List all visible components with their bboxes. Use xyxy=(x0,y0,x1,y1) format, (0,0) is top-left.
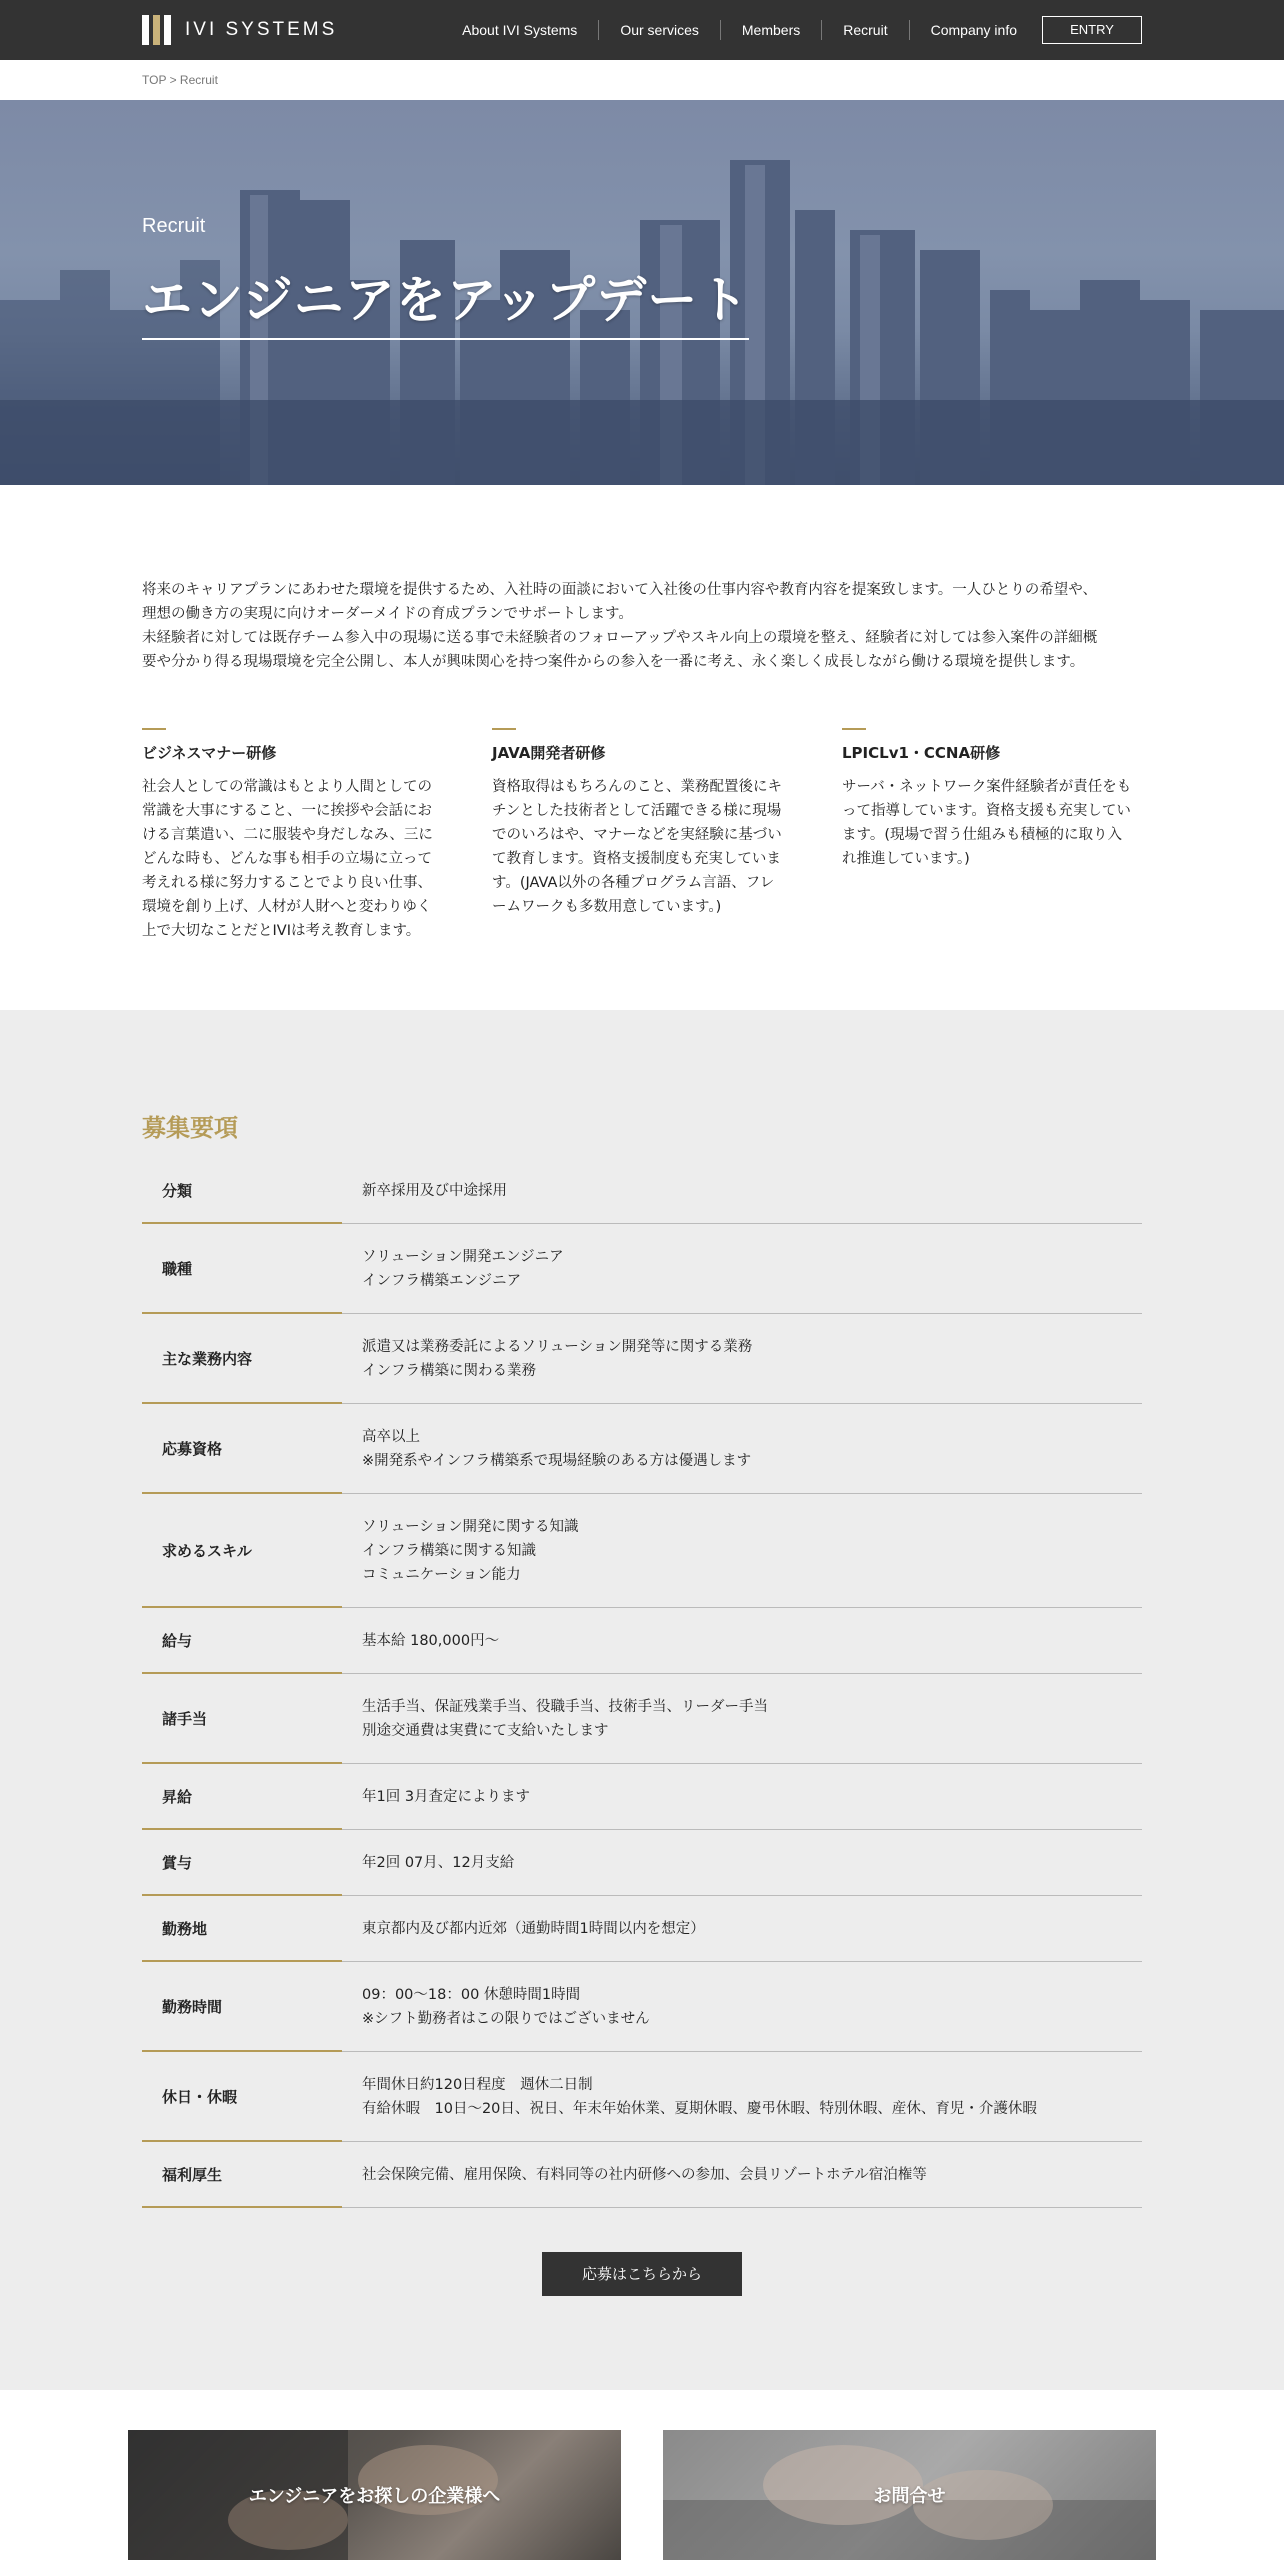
banner-for-companies[interactable] xyxy=(128,2430,621,2560)
requirements-value-line: インフラ構築エンジニア xyxy=(362,1272,522,1289)
requirements-label: 応募資格 xyxy=(142,1404,342,1494)
requirements-value-line: 東京都内及び都内近郊（通勤時間1時間以内を想定） xyxy=(362,1920,705,1937)
requirements-value xyxy=(342,1224,1142,1314)
feature-java-training xyxy=(492,728,792,919)
requirements-value-line: 年間休日約120日程度 週休二日制 xyxy=(362,2076,593,2093)
requirements-value xyxy=(342,1896,1142,1962)
requirements-value-line: 新卒採用及び中途採用 xyxy=(362,1182,507,1199)
feature-body: 資格取得はもちろんのこと、業務配置後にキ チンとした技術者として活躍できる様に現場 でのいろはや、マナーなどを実経験に基づい て教育します。資格支援制度も充実していま す。(JAVA以外の各種プログラム言語、フレ ームワークも多数用意しています。) xyxy=(492,779,782,915)
logo-mark-icon xyxy=(142,15,171,45)
requirements-row xyxy=(142,1962,1142,2052)
requirements-value-line: インフラ構築に関わる業務 xyxy=(362,1362,536,1379)
accent-bar xyxy=(842,728,866,730)
requirements-row xyxy=(142,1404,1142,1494)
requirements-title: 募集要項 xyxy=(142,1114,238,1142)
requirements-row xyxy=(142,2142,1142,2208)
requirements-row xyxy=(142,1764,1142,1830)
requirements-value xyxy=(342,1962,1142,2052)
hero-banner xyxy=(0,100,1284,485)
requirements-value-line: 社会保険完備、雇用保険、有料同等の社内研修への参加、会員リゾートホテル宿泊権等 xyxy=(362,2166,927,2183)
requirements-row xyxy=(142,1896,1142,1962)
requirements-label: 職種 xyxy=(142,1224,342,1314)
requirements-section xyxy=(0,1010,1284,2390)
hero-subtitle: Recruit xyxy=(142,215,206,237)
requirements-row xyxy=(142,1158,1142,1224)
breadcrumb: TOP > Recruit xyxy=(142,73,218,87)
requirements-value-line: 基本給 180,000円〜 xyxy=(362,1632,500,1649)
intro-text xyxy=(142,578,1142,674)
banner-label: エンジニアをお探しの企業様へ xyxy=(248,2486,501,2507)
site-header xyxy=(0,0,1284,60)
banner-contact[interactable] xyxy=(663,2430,1156,2560)
entry-button[interactable]: ENTRY xyxy=(1042,16,1142,44)
logo[interactable] xyxy=(142,15,337,45)
requirements-label: 勤務時間 xyxy=(142,1962,342,2052)
requirements-value-line: 年2回 07月、12月支給 xyxy=(362,1854,515,1871)
requirements-value-line: 09：00～18：00 休憩時間1時間 xyxy=(362,1986,581,2003)
hero-title: エンジニアをアップデート xyxy=(142,260,749,340)
requirements-value-line: ソリューション開発エンジニア xyxy=(362,1248,564,1265)
requirements-value xyxy=(342,1158,1142,1224)
requirements-row xyxy=(142,1608,1142,1674)
nav-members[interactable]: Members xyxy=(720,20,821,40)
requirements-label: 福利厚生 xyxy=(142,2142,342,2208)
apply-button[interactable]: 応募はこちらから xyxy=(542,2252,742,2296)
requirements-label: 休日・休暇 xyxy=(142,2052,342,2142)
intro-line: 要や分かり得る現場環境を完全公開し、本人が興味関心を持つ案件からの参入を一番に考え、永く楽しく成長しながら働ける環境を提供します。 xyxy=(142,654,1085,670)
requirements-table xyxy=(142,1158,1142,2208)
feature-body: 社会人としての常識はもとより人間としての 常識を大事にすること、一に挨拶や会話にお ける言葉遣い、二に服装や身だしなみ、三に どんな時も、どんな事も相手の立場に立って 考えれる様に努力することでより良い仕事、 環境を創り上げ、人材が人財へと変わりゆく 上で大切なことだとIVIは考え教育します。 xyxy=(142,779,433,939)
requirements-value-line: 高卒以上 xyxy=(362,1428,420,1445)
feature-business-manner xyxy=(142,728,442,943)
requirements-row xyxy=(142,1830,1142,1896)
requirements-value-line: ソリューション開発に関する知識 xyxy=(362,1518,579,1535)
requirements-label: 賞与 xyxy=(142,1830,342,1896)
nav-about[interactable]: About IVI Systems xyxy=(462,22,578,38)
requirements-label: 昇給 xyxy=(142,1764,342,1830)
requirements-value xyxy=(342,1608,1142,1674)
requirements-label: 給与 xyxy=(142,1608,342,1674)
requirements-value-line: 別途交通費は実費にて支給いたします xyxy=(362,1722,609,1739)
requirements-value-line: 派遣又は業務委託によるソリューション開発等に関する業務 xyxy=(362,1338,753,1355)
requirements-row xyxy=(142,2052,1142,2142)
nav-recruit[interactable]: Recruit xyxy=(821,20,908,40)
requirements-value xyxy=(342,1830,1142,1896)
feature-body: サーバ・ネットワーク案件経験者が責任をも って指導しています。資格支援も充実してい ます。(現場で習う仕組みも積極的に取り入 れ推進しています。) xyxy=(842,779,1132,867)
requirements-value xyxy=(342,1494,1142,1608)
requirements-value-line: ※シフト勤務者はこの限りではございません xyxy=(362,2010,650,2027)
banner-label: お問合せ xyxy=(873,2486,946,2507)
requirements-value-line: 有給休暇 10日～20日、祝日、年末年始休業、夏期休暇、慶弔休暇、特別休暇、産休、育児・介護休暇 xyxy=(362,2100,1037,2117)
feature-title: ビジネスマナー研修 xyxy=(142,744,277,762)
accent-bar xyxy=(142,728,166,730)
requirements-value-line: コミュニケーション能力 xyxy=(362,1566,521,1583)
feature-title: LPICLv1・CCNA研修 xyxy=(842,744,1001,762)
requirements-value xyxy=(342,1314,1142,1404)
requirements-label: 求めるスキル xyxy=(142,1494,342,1608)
requirements-value xyxy=(342,2052,1142,2142)
requirements-value-line: インフラ構築に関する知識 xyxy=(362,1542,536,1559)
nav-services[interactable]: Our services xyxy=(598,20,720,40)
intro-line: 未経験者に対しては既存チーム参入中の現場に送る事で未経験者のフォローアップやスキル向上の環境を整え、経験者に対しては参入案件の詳細概 xyxy=(142,630,1098,646)
intro-line: 将来のキャリアプランにあわせた環境を提供するため、入社時の面談において入社後の仕事内容や教育内容を提案致します。一人ひとりの希望や、 xyxy=(142,582,1097,598)
requirements-value xyxy=(342,2142,1142,2208)
feature-lpic-ccna xyxy=(842,728,1142,871)
requirements-row xyxy=(142,1224,1142,1314)
requirements-label: 分類 xyxy=(142,1158,342,1224)
requirements-row xyxy=(142,1674,1142,1764)
accent-bar xyxy=(492,728,516,730)
feature-title: JAVA開発者研修 xyxy=(492,744,606,762)
nav-company-info[interactable]: Company info xyxy=(909,20,1038,40)
requirements-value-line: 生活手当、保証残業手当、役職手当、技術手当、リーダー手当 xyxy=(362,1698,768,1715)
requirements-row xyxy=(142,1494,1142,1608)
requirements-value xyxy=(342,1404,1142,1494)
requirements-label: 諸手当 xyxy=(142,1674,342,1764)
requirements-value-line: ※開発系やインフラ構築系で現場経験のある方は優遇します xyxy=(362,1452,752,1469)
requirements-label: 勤務地 xyxy=(142,1896,342,1962)
intro-line: 理想の働き方の実現に向けオーダーメイドの育成プランでサポートします。 xyxy=(142,606,633,622)
logo-text: IVI SYSTEMS xyxy=(185,19,338,40)
requirements-row xyxy=(142,1314,1142,1404)
requirements-value xyxy=(342,1764,1142,1830)
main-nav xyxy=(441,16,1142,44)
requirements-value xyxy=(342,1674,1142,1764)
requirements-value-line: 年1回 3月査定によります xyxy=(362,1788,531,1805)
requirements-label: 主な業務内容 xyxy=(142,1314,342,1404)
